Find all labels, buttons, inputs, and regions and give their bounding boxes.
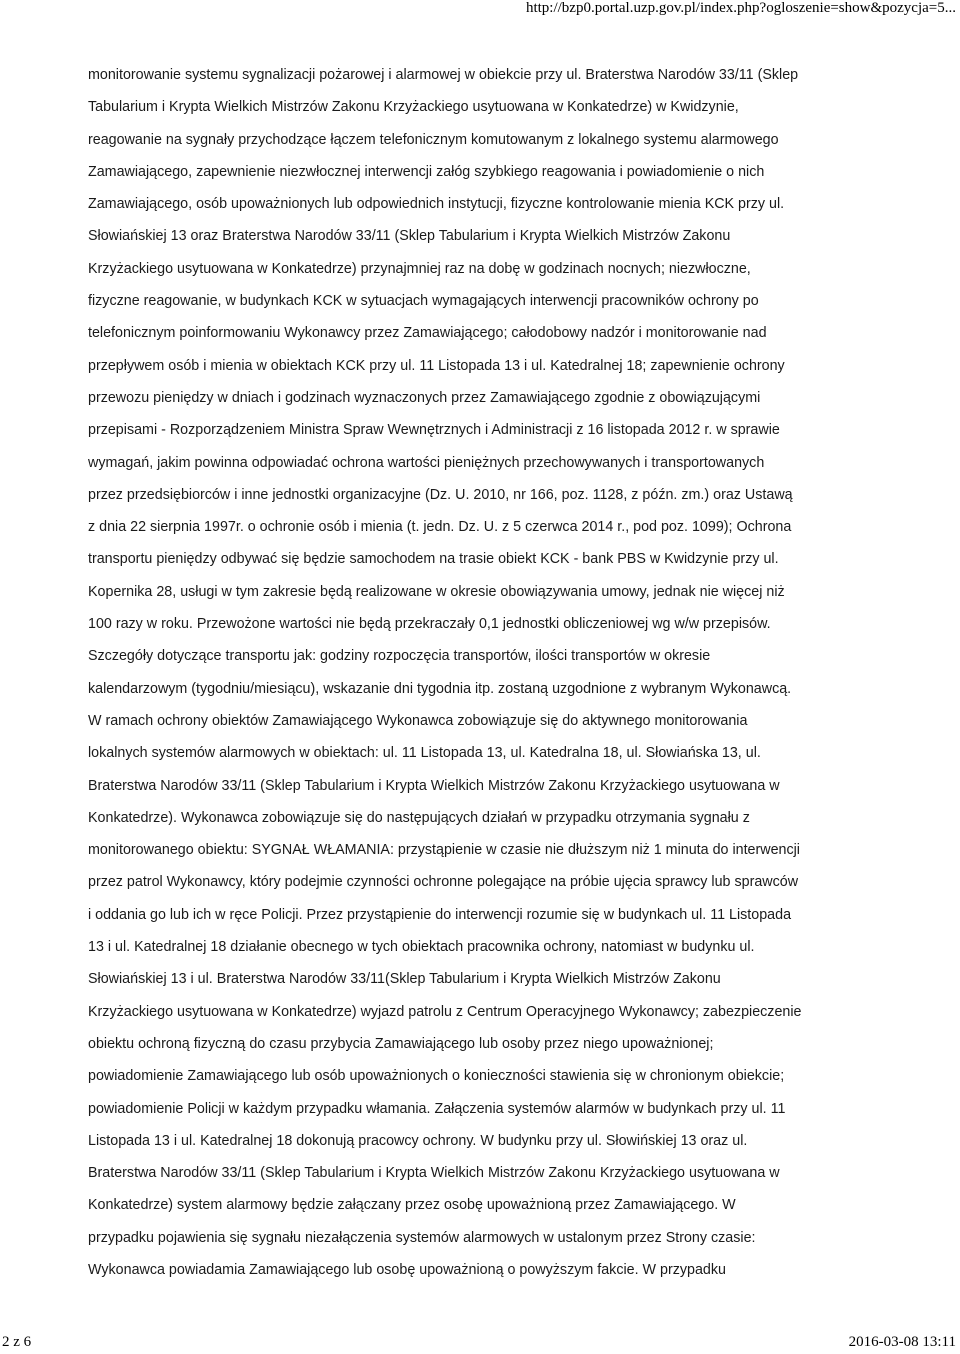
body-line: Braterstwa Narodów 33/11 (Sklep Tabularium i Krypta Wielkich Mistrzów Zakonu Krzyżackiego usytuowana w — [88, 777, 780, 794]
body-line: Krzyżackiego usytuowana w Konkatedrze) przynajmniej raz na dobę w godzinach nocnych; niezwłoczne, — [88, 260, 751, 277]
body-line: wymagań, jakim powinna odpowiadać ochrona wartości pieniężnych przechowywanych i transportowanych — [88, 454, 765, 471]
body-line: Kopernika 28, usługi w tym zakresie będą realizowane w okresie obowiązywania umowy, jednak nie więcej niż — [88, 583, 785, 600]
body-line: monitorowanego obiektu: SYGNAŁ WŁAMANIA: przystąpienie w czasie nie dłuższym niż 1 minuta do interwencji — [88, 842, 800, 859]
body-line: powiadomienie Policji w każdym przypadku włamania. Załączenia systemów alarmów w budynkach przy ul. 11 — [88, 1100, 786, 1117]
body-line: Zamawiającego, osób upoważnionych lub odpowiednich instytucji, fizyczne kontrolowanie mienia KCK przy ul. — [88, 196, 785, 213]
page-url: http://bzp0.portal.uzp.gov.pl/index.php?ogloszenie=show&pozycja=5... — [525, 0, 956, 16]
body-line: 100 razy w roku. Przewożone wartości nie będą przekraczały 0,1 jednostki obliczeniowej wg w/w przepisów. — [88, 616, 771, 633]
body-line: fizyczne reagowanie, w budynkach KCK w sytuacjach wymagających interwencji pracowników ochrony po — [88, 293, 759, 310]
body-line: lokalnych systemów alarmowych w obiektach: ul. 11 Listopada 13, ul. Katedralna 18, ul. Słowiańska 13, ul. — [88, 745, 761, 762]
body-line: Krzyżackiego usytuowana w Konkatedrze) wyjazd patrolu z Centrum Operacyjnego Wykonawcy; zabezpieczenie — [88, 1003, 802, 1020]
body-line: Słowiańskiej 13 i ul. Braterstwa Narodów 33/11(Sklep Tabularium i Krypta Wielkich Mistrzów Zakonu — [88, 971, 721, 988]
body-line: przewozu pieniędzy w dniach i godzinach wyznaczonych przez Zamawiającego zgodnie z obowiązującymi — [88, 389, 761, 406]
body-line: Wykonawca powiadamia Zamawiającego lub osobę upoważnioną o powyższym fakcie. W przypadku — [88, 1261, 726, 1278]
body-line: telefonicznym poinformowaniu Wykonawcy przez Zamawiającego; całodobowy nadzór i monitorowanie nad — [88, 325, 767, 342]
body-line: i oddania go lub ich w ręce Policji. Przez przystąpienie do interwencji rozumie się w budynkach ul. 11 Listopada — [88, 906, 792, 923]
body-line: Konkatedrze) system alarmowy będzie załączany przez osobę upoważnioną przez Zamawiającego. W — [88, 1197, 736, 1214]
body-line: 13 i ul. Katedralnej 18 działanie obecnego w tych obiektach pracownika ochrony, natomiast w budynku ul. — [88, 939, 755, 956]
body-line: transportu pieniędzy odbywać się będzie samochodem na trasie obiekt KCK - bank PBS w Kwidzynie przy ul. — [88, 551, 779, 568]
body-line: W ramach ochrony obiektów Zamawiającego Wykonawca zobowiązuje się do aktywnego monitorowania — [88, 712, 748, 729]
body-line: Konkatedrze). Wykonawca zobowiązuje się do następujących działań w przypadku otrzymania sygnału z — [88, 809, 750, 826]
body-line: obiektu ochroną fizyczną do czasu przybycia Zamawiającego lub osoby przez niego upoważnionej; — [88, 1035, 714, 1052]
body-line: przepływem osób i mienia w obiektach KCK przy ul. 11 Listopada 13 i ul. Katedralnej 18; zapewnienie ochrony — [88, 357, 785, 374]
body-line: przez patrol Wykonawcy, który podejmie czynności ochronne polegające na próbie ujęcia sprawcy lub sprawców — [88, 874, 799, 891]
body-line: przypadku pojawienia się sygnału niezałączenia systemów alarmowych w ustalonym przez Strony czasie: — [88, 1229, 756, 1246]
body-line: Braterstwa Narodów 33/11 (Sklep Tabularium i Krypta Wielkich Mistrzów Zakonu Krzyżackiego usytuowana w — [88, 1165, 780, 1182]
body-line: z dnia 22 sierpnia 1997r. o ochronie osób i mienia (t. jedn. Dz. U. z 5 czerwca 2014 r., pod poz. 1099); Ochrona — [88, 519, 792, 536]
body-line: Zamawiającego, zapewnienie niezwłocznej interwencji załóg szybkiego reagowania i powiadomienie o nich — [88, 163, 765, 180]
body-line: kalendarzowym (tygodniu/miesiącu), wskazanie dni tygodnia itp. zostaną uzgodnione z wybranym Wykonawcą. — [88, 680, 792, 697]
print-timestamp: 2016-03-08 13:11 — [848, 1334, 956, 1350]
page-number: 2 z 6 — [2, 1334, 32, 1350]
body-line: reagowanie na sygnały przychodzące łączem telefonicznym komutowanym z lokalnego systemu alarmowego — [88, 131, 779, 148]
body-line: powiadomienie Zamawiającego lub osób upoważnionych o konieczności stawienia się w chronionym obiekcie; — [88, 1068, 785, 1085]
body-line: Tabularium i Krypta Wielkich Mistrzów Zakonu Krzyżackiego usytuowana w Konkatedrze) w Kwidzynie, — [88, 99, 739, 116]
document-body — [88, 59, 888, 1286]
body-line: Słowiańskiej 13 oraz Braterstwa Narodów 33/11 (Sklep Tabularium i Krypta Wielkich Mistrzów Zakonu — [88, 228, 731, 245]
body-line: monitorowanie systemu sygnalizacji pożarowej i alarmowej w obiekcie przy ul. Braterstwa Narodów 33/11 (Sklep — [88, 67, 799, 83]
body-line: Szczegóły dotyczące transportu jak: godziny rozpoczęcia transportów, ilości transportów w okresie — [88, 648, 711, 665]
body-line: przepisami - Rozporządzeniem Ministra Spraw Wewnętrznych i Administracji z 16 listopada 2012 r. w sprawie — [88, 422, 780, 439]
body-line: przez przedsiębiorców i inne jednostki organizacyjne (Dz. U. 2010, nr 166, poz. 1128, z późn. zm.) oraz Ustawą — [88, 486, 793, 503]
body-line: Listopada 13 i ul. Katedralnej 18 dokonują pracowcy ochrony. W budynku przy ul. Słowińskiej 13 oraz ul. — [88, 1132, 748, 1149]
